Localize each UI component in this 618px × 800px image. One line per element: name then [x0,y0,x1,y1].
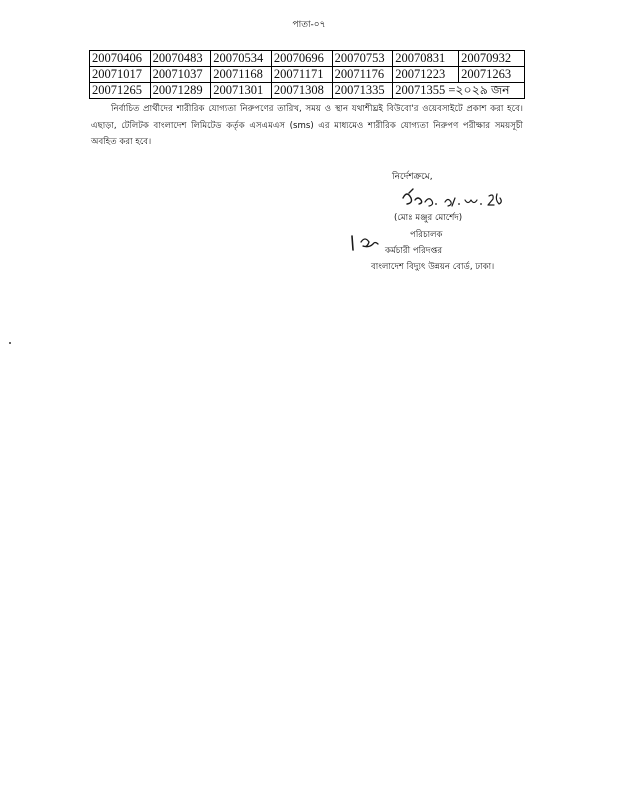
signatory-title: পরিচালক [410,230,443,240]
roll-number-cell: 20071289 [150,83,211,99]
signatory-name: (মোঃ মঞ্জুর মোর্শেদ) [394,213,463,223]
roll-number-row [90,83,525,99]
roll-number-cell: 20070932 [459,51,525,67]
roll-number-row [90,51,525,67]
page-number: পাতা-০৭ [292,20,326,30]
roll-number-cell: 20071037 [150,67,211,83]
roll-number-cell: 20071176 [332,67,393,83]
handwritten-signature [395,184,515,214]
roll-number-cell: 20071168 [211,67,272,83]
signatory-organization: বাংলাদেশ বিদ্যুৎ উন্নয়ন বোর্ড, ঢাকা। [371,262,495,272]
roll-number-cell: 20070696 [271,51,332,67]
roll-number-cell: 20070406 [90,51,151,67]
signatory-department: কর্মচারী পরিদপ্তর [385,246,443,256]
roll-number-cell: 20070831 [393,51,459,67]
roll-number-cell: 20071265 [90,83,151,99]
roll-number-row [90,67,525,83]
roll-number-cell: 20070534 [211,51,272,67]
roll-number-cell: 20071308 [271,83,332,99]
roll-number-cell: 20071355 =২০২৯ জন [393,83,525,99]
roll-number-cell: 20071017 [90,67,151,83]
roll-number-cell: 20071263 [459,67,525,83]
scan-speck [9,342,11,344]
notice-paragraph: নির্বাচিত প্রার্থীদের শারীরিক যোগ্যতা নিরুপণের তারিখ, সময় ও স্থান যথাশীঘ্রই বিউবো'র ওয়েবসাইটে প্রকাশ করা হবে। এছাড়া, টেলিটক বাংলাদেশ লিমিটেড কর্তৃক এসএমএস (sms) এর মাধ্যমেও শারীরিক যোগ্যতা নিরুপণ পরীক্ষার সময়সূচী অবহিত করা হবে। [91,104,523,147]
closing-phrase: নির্দেশক্রমে, [392,172,433,182]
roll-number-cell: 20071223 [393,67,459,83]
handwritten-initial [349,232,385,254]
roll-number-cell: 20071301 [211,83,272,99]
roll-number-cell: 20071335 [332,83,393,99]
roll-number-cell: 20070753 [332,51,393,67]
roll-number-table [89,50,525,99]
roll-number-cell: 20071171 [271,67,332,83]
roll-number-cell: 20070483 [150,51,211,67]
